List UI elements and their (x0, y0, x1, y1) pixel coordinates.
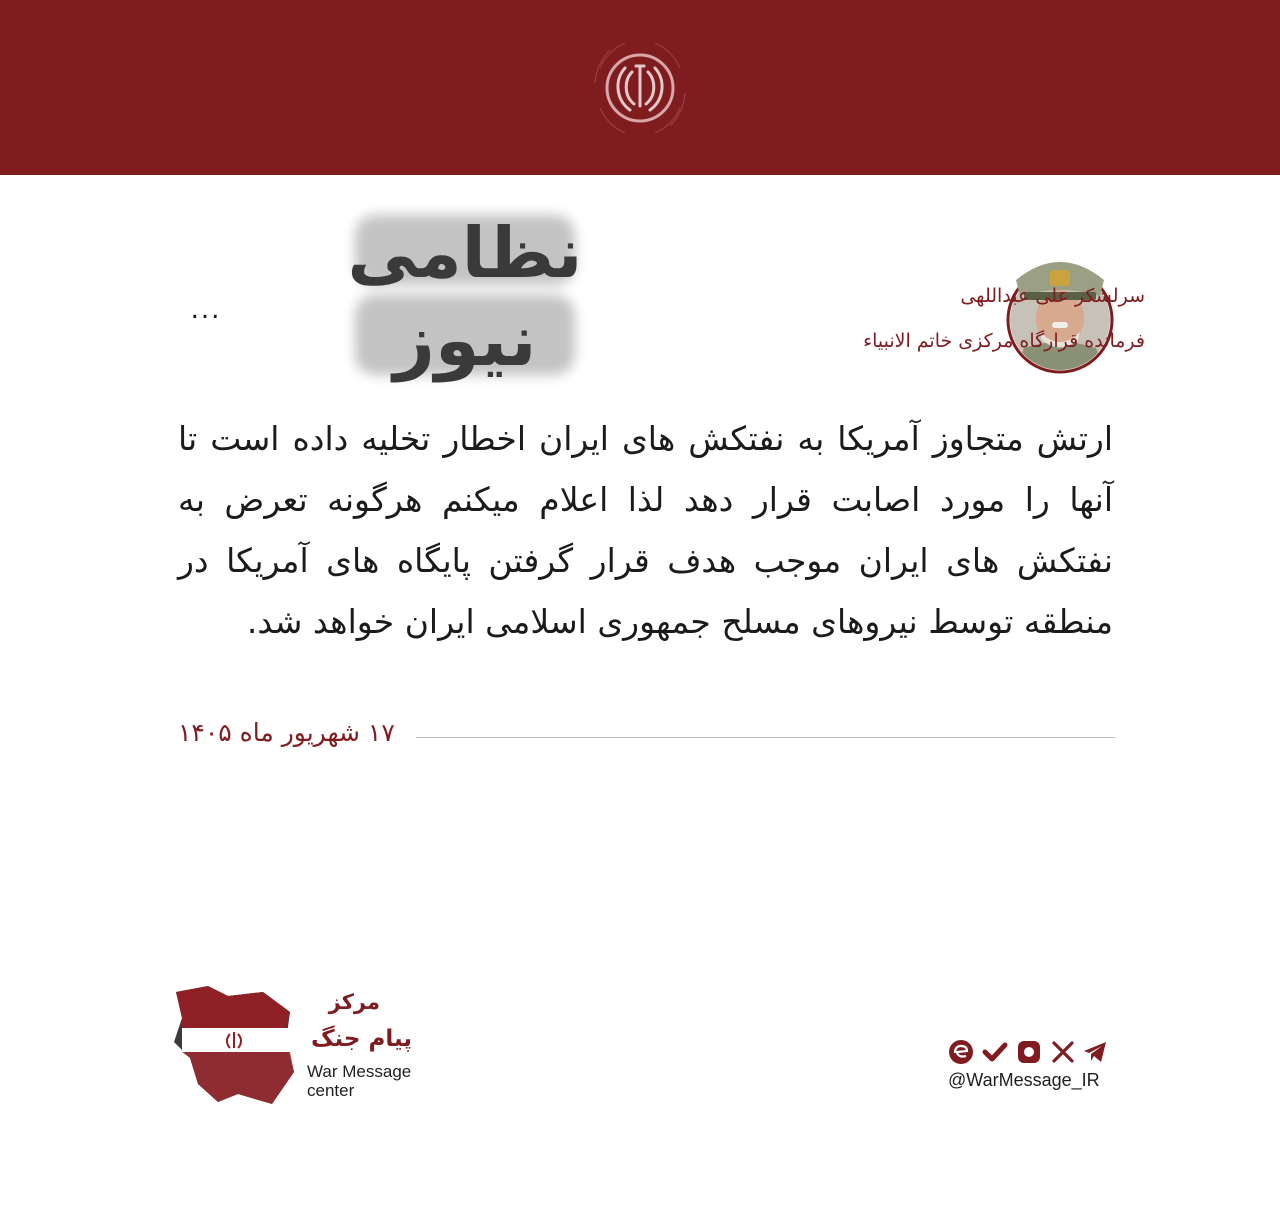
author-role: فرمانده قرارگاه مرکزی خاتم الانبیاء (863, 330, 1145, 352)
more-options-button[interactable]: ... (190, 295, 222, 325)
brand-logo-line1: نظامی (347, 212, 583, 294)
post-statement: ارتش متجاوز آمریکا به نفتکش های ایران اخطار تخلیه داده است تا آنها را مورد اصابت قرار دهد لذا اعلام میکنم هرگونه تعرض به نفتکش های ایران موجب هدف قرار گرفتن پایگاه های آمریکا در منطقه توسط نیروهای مسلح جمهوری اسلامی ایران خواهد شد. (178, 419, 1113, 641)
top-banner (0, 0, 1280, 175)
brand-name-fa-line2: پیام جنگ (310, 1026, 412, 1052)
check-icon[interactable] (981, 1038, 1009, 1066)
post-date: ۱۷ شهریور ماه ۱۴۰۵ (178, 718, 395, 747)
x-icon[interactable] (1049, 1038, 1077, 1066)
telegram-icon[interactable] (1081, 1038, 1109, 1066)
author-name: سرلشکر علی عبداللهی (960, 285, 1145, 307)
rubika-icon[interactable] (1015, 1038, 1043, 1066)
date-row (178, 716, 1115, 752)
brand-name-en-line2: center (307, 1081, 355, 1100)
iran-emblem-icon (580, 28, 700, 148)
brand-name-fa-line1: مرکز (328, 990, 380, 1014)
brand-name-en-line1: War Message (307, 1062, 412, 1081)
war-message-map-logo (168, 982, 298, 1107)
divider-line (416, 737, 1115, 738)
brand-logo-line2: نیوز (393, 298, 537, 382)
nezami-news-logo (335, 195, 595, 400)
social-handle[interactable]: @WarMessage_IR (948, 1070, 1100, 1090)
social-icons (945, 1038, 1110, 1070)
eitaa-icon[interactable] (947, 1038, 975, 1066)
